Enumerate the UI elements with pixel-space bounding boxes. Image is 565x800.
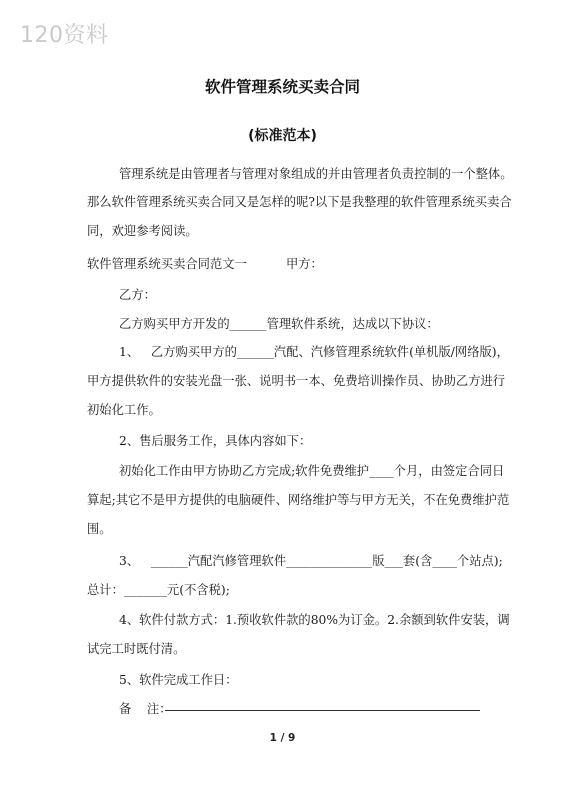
document-title: 软件管理系统买卖合同	[204, 78, 360, 96]
remarks-label: 备 注：	[119, 702, 172, 716]
paragraph-line: 2、售后服务工作，具体内容如下：	[119, 434, 312, 448]
paragraph-line: 算起;其它不是甲方提供的电脑硬件、网络维护等与甲方无关，不在免费维护范	[87, 493, 510, 507]
paragraph-line: 乙方：	[119, 288, 156, 302]
remarks-underline	[165, 710, 480, 711]
paragraph-line: 软件管理系统买卖合同范文一 甲方：	[87, 257, 323, 271]
paragraph-line: 甲方提供软件的安装光盘一张、说明书一本、免费培训操作员、协助乙方进行	[87, 374, 506, 388]
paragraph-line: 总计：_______元(不含税);	[87, 583, 230, 597]
document-subtitle: (标准范本)	[248, 128, 317, 144]
paragraph-line: 4、软件付款方式：1.预收软件款的80%为订金。2.余额到软件安装，调	[119, 613, 510, 627]
paragraph-line: 3、 ______汽配汽修管理软件______________版___套(含____个站点);	[119, 554, 503, 568]
paragraph-line: 初始化工作由甲方协助乙方完成;软件免费维护____个月，由签定合同日	[119, 464, 505, 478]
watermark-logo: 120资料	[20, 23, 109, 48]
paragraph-line: 乙方购买甲方开发的______管理软件系统，达成以下协议：	[119, 317, 439, 331]
paragraph-line: 管理系统是由管理者与管理对象组成的并由管理者负责控制的一个整体。	[119, 167, 513, 181]
paragraph-line: 围。	[87, 522, 112, 536]
paragraph-line: 同，欢迎参考阅读。	[87, 224, 198, 238]
paragraph-line: 那么软件管理系统买卖合同又是怎样的呢?以下是我整理的软件管理系统买卖合	[87, 195, 512, 209]
paragraph-line: 5、软件完成工作日：	[119, 673, 238, 687]
page-number: 1 / 9	[269, 732, 296, 744]
paragraph-line: 初始化工作。	[87, 403, 161, 417]
paragraph-line: 试完工时既付清。	[87, 642, 186, 656]
paragraph-line: 1、 乙方购买甲方的______汽配、汽修管理系统软件(单机版/网络版)，	[119, 345, 509, 359]
